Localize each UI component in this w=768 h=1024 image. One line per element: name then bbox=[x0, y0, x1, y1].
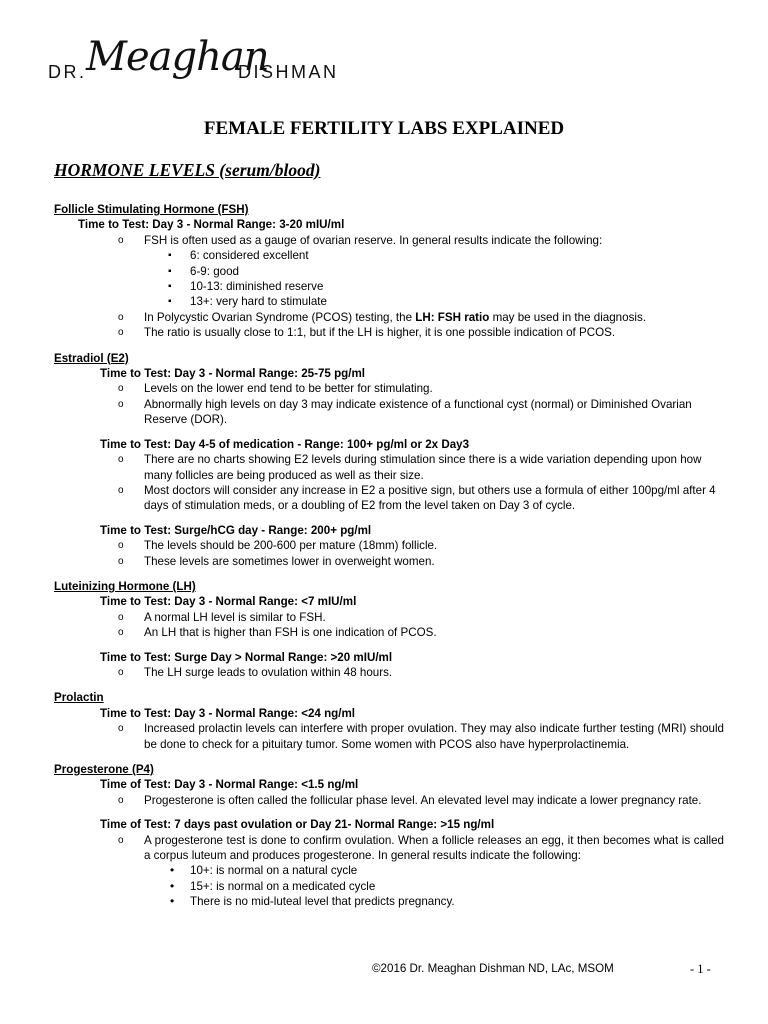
list-item: o Abnormally high levels on day 3 may indicate existence of a functional cyst (normal) or Diminished Ovarian Reserve (DOR). bbox=[54, 397, 724, 428]
e2-time-3: Time to Test: Surge/hCG day - Range: 200+ pg/ml bbox=[100, 523, 372, 537]
list-item: o The LH surge leads to ovulation within 48 hours. bbox=[54, 665, 724, 680]
list-item: • 15+: is normal on a medicated cycle bbox=[54, 879, 724, 894]
list-item: ▪ 6-9: good bbox=[54, 264, 724, 279]
page-title: FEMALE FERTILITY LABS EXPLAINED bbox=[203, 118, 565, 139]
list-item: o There are no charts showing E2 levels during stimulation since there is a wide variation depending upon how many follicles are being produced as well as their size. bbox=[54, 452, 724, 483]
lh-heading: Luteinizing Hormone (LH) bbox=[54, 579, 196, 593]
fsh-heading: Follicle Stimulating Hormone (FSH) bbox=[54, 203, 249, 216]
logo-last-name: DISHMAN bbox=[238, 62, 339, 82]
list-item: o These levels are sometimes lower in overweight women. bbox=[54, 554, 724, 569]
logo-prefix: DR. bbox=[48, 62, 87, 82]
prolactin-heading: Prolactin bbox=[54, 691, 104, 705]
list-item: o A progesterone test is done to confirm ovulation. When a follicle releases an egg, it then becomes what is called a corpus luteum and produces progesterone. In general results indicate the following: • 10+: is normal on a natural cycle • 15+: is normal on a medicated cycle • There is no mid-luteal level that predicts pregnancy. bbox=[54, 833, 724, 910]
fsh-time: Time to Test: Day 3 - Normal Range: 3-20 mIU/ml bbox=[78, 218, 345, 232]
progesterone-heading: Progesterone (P4) bbox=[54, 763, 154, 776]
list-item: o Most doctors will consider any increase in E2 a positive sign, but others use a formula of either 100pg/ml after 4 days of stimulation meds, or a doubling of E2 from the level taken on Day 3 of cycle. bbox=[54, 483, 724, 514]
list-item: ▪ 6: considered excellent bbox=[54, 248, 724, 263]
progesterone-time-2: Time of Test: 7 days past ovulation or Day 21- Normal Range: >15 ng/ml bbox=[100, 818, 495, 832]
prolactin-time: Time to Test: Day 3 - Normal Range: <24 ng/ml bbox=[100, 706, 356, 720]
progesterone-time-1: Time of Test: Day 3 - Normal Range: <1.5 ng/ml bbox=[100, 778, 359, 792]
list-item: o An LH that is higher than FSH is one indication of PCOS. bbox=[54, 625, 724, 640]
e2-time-1: Time to Test: Day 3 - Normal Range: 25-75 pg/ml bbox=[100, 367, 366, 381]
lh-time-1: Time to Test: Day 3 - Normal Range: <7 mIU/ml bbox=[100, 595, 357, 609]
e2-heading: Estradiol (E2) bbox=[54, 351, 129, 365]
logo bbox=[48, 28, 348, 108]
list-item: • 10+: is normal on a natural cycle bbox=[54, 863, 724, 878]
document-body bbox=[54, 202, 724, 910]
list-item: o Progesterone is often called the follicular phase level. An elevated level may indicate a lower pregnancy rate. bbox=[54, 793, 724, 808]
list-item: o The ratio is usually close to 1:1, but if the LH is higher, it is one possible indication of PCOS. bbox=[54, 325, 724, 340]
page-number: - 1 - bbox=[690, 962, 711, 976]
list-item: o In Polycystic Ovarian Syndrome (PCOS) testing, the LH: FSH ratio may be used in the diagnosis. bbox=[54, 310, 724, 325]
footer-copyright: ©2016 Dr. Meaghan Dishman ND, LAc, MSOM bbox=[372, 962, 614, 975]
lh-time-2: Time to Test: Surge Day > Normal Range: >20 mIU/ml bbox=[100, 650, 393, 664]
list-item: ▪ 13+: very hard to stimulate bbox=[54, 294, 724, 309]
list-item: • There is no mid-luteal level that predicts pregnancy. bbox=[54, 894, 724, 909]
logo-script-name: Meaghan bbox=[86, 34, 269, 80]
section-title: HORMONE LEVELS (serum/blood) bbox=[54, 160, 321, 180]
e2-time-2: Time to Test: Day 4-5 of medication - Range: 100+ pg/ml or 2x Day3 bbox=[100, 437, 470, 451]
list-item: o The levels should be 200-600 per mature (18mm) follicle. bbox=[54, 538, 724, 553]
list-item: o Increased prolactin levels can interfere with proper ovulation. They may also indicate further testing (MRI) should be done to check for a pituitary tumor. Some women with PCOS also have hyperprolactinemia. bbox=[54, 721, 724, 752]
list-item: ▪ 10-13: diminished reserve bbox=[54, 279, 724, 294]
list-item: o FSH is often used as a gauge of ovarian reserve. In general results indicate the following: ▪ 6: considered excellent ▪ 6-9: good ▪ 10-13: diminished reserve ▪ 13+: very hard to stimulate bbox=[54, 233, 724, 310]
list-item: o A normal LH level is similar to FSH. bbox=[54, 610, 724, 625]
list-item: o Levels on the lower end tend to be better for stimulating. bbox=[54, 381, 724, 396]
